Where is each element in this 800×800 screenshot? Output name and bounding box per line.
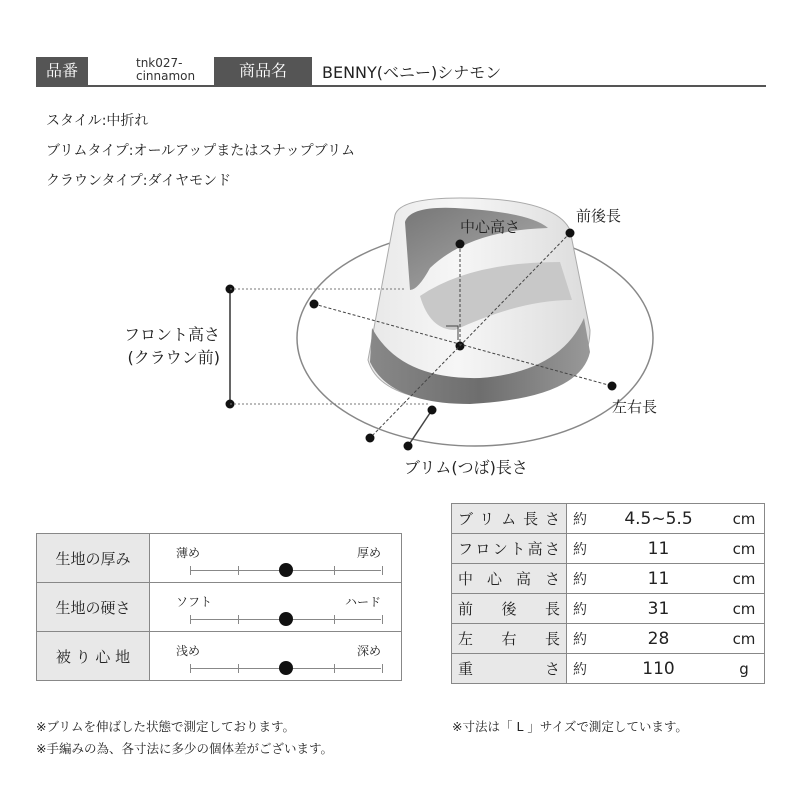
size-label: 前後長 [452,594,567,624]
size-row [452,594,765,624]
size-label: 中心高さ [452,564,567,594]
scale-tick [238,615,239,624]
quality-row [37,632,402,681]
size-table [451,503,765,684]
quality-scale [150,632,401,680]
product-code-line1: tnk027- [136,56,183,70]
scale-tick [382,664,383,673]
scale-tick [238,566,239,575]
quality-label: 生地の硬さ [37,583,150,632]
scale-high-label: ハード [344,595,381,609]
brim-length-dot-1 [428,406,437,415]
size-unit: cm [724,534,765,564]
size-value: 11 [593,564,724,594]
size-row [452,564,765,594]
scale-low-label: ソフト [176,595,213,609]
spec-crown-type: クラウンタイプ:ダイヤモンド [46,173,232,189]
scale-tick [190,566,191,575]
size-value: 11 [593,534,724,564]
front-back-dot-1 [566,229,575,238]
left-right-dot-2 [608,382,617,391]
front-back-dot-2 [366,434,375,443]
quality-scale-cell [150,632,402,681]
note-size: ※寸法は「 L 」サイズで測定しています。 [452,719,688,734]
size-approx: 約 [567,534,594,564]
size-value: 31 [593,594,724,624]
label-center-height: 中心高さ [460,218,521,236]
quality-scale [150,583,401,631]
center-height-top-dot [456,240,465,249]
scale-tick [334,664,335,673]
label-front-back: 前後長 [576,207,622,225]
scale-high-label: 厚め [356,546,381,560]
scale-tick [190,615,191,624]
scale-marker [279,563,293,577]
spec-style: スタイル:中折れ [46,113,149,129]
quality-label: 生地の厚み [37,534,150,583]
size-row [452,654,765,684]
scale-tick [334,615,335,624]
product-code-line2: cinnamon [136,69,196,83]
size-unit: cm [724,624,765,654]
label-front-height-1: フロント高さ [123,325,220,344]
quality-scale-cell [150,534,402,583]
scale-marker [279,661,293,675]
size-label: 左右長 [452,624,567,654]
scale-tick [382,566,383,575]
size-row [452,624,765,654]
scale-tick [382,615,383,624]
label-front-height-2: (クラウン前) [127,348,220,367]
size-value: 4.5~5.5 [593,504,724,534]
product-name: BENNY(ベニー)シナモン [322,63,502,82]
size-approx: 約 [567,594,594,624]
size-unit: cm [724,594,765,624]
quality-label: 被 り 心 地 [37,632,150,681]
quality-row [37,583,402,632]
left-right-dot-1 [310,300,319,309]
quality-scale-cell [150,583,402,632]
scale-marker [279,612,293,626]
note-brim: ※ブリムを伸ばした状態で測定しております。 [36,719,295,734]
note-handmade: ※手編みの為、各寸法に多少の個体差がございます。 [36,741,333,756]
size-label: フロント高さ [452,534,567,564]
size-value: 110 [593,654,724,684]
brim-length-dot-2 [404,442,413,451]
name-label: 商品名 [214,57,312,85]
size-unit: cm [724,504,765,534]
size-unit: g [724,654,765,684]
scale-high-label: 深め [356,644,381,658]
size-approx: 約 [567,504,594,534]
label-left-right: 左右長 [612,398,658,416]
quality-row [37,534,402,583]
size-label: ブリム長さ [452,504,567,534]
scale-tick [190,664,191,673]
quality-scale [150,534,401,582]
notes-left [36,716,333,760]
size-value: 28 [593,624,724,654]
size-row [452,504,765,534]
size-approx: 約 [567,564,594,594]
scale-tick [238,664,239,673]
label-brim-length: ブリム(つば)長さ [404,458,528,477]
scale-low-label: 浅め [176,644,201,658]
size-row [452,534,765,564]
size-approx: 約 [567,624,594,654]
code-label: 品番 [36,57,88,85]
spec-brim-type: ブリムタイプ:オールアップまたはスナップブリム [46,143,356,159]
quality-table [36,533,402,681]
scale-tick [334,566,335,575]
size-label: 重さ [452,654,567,684]
scale-low-label: 薄め [176,546,201,560]
size-approx: 約 [567,654,594,684]
size-unit: cm [724,564,765,594]
